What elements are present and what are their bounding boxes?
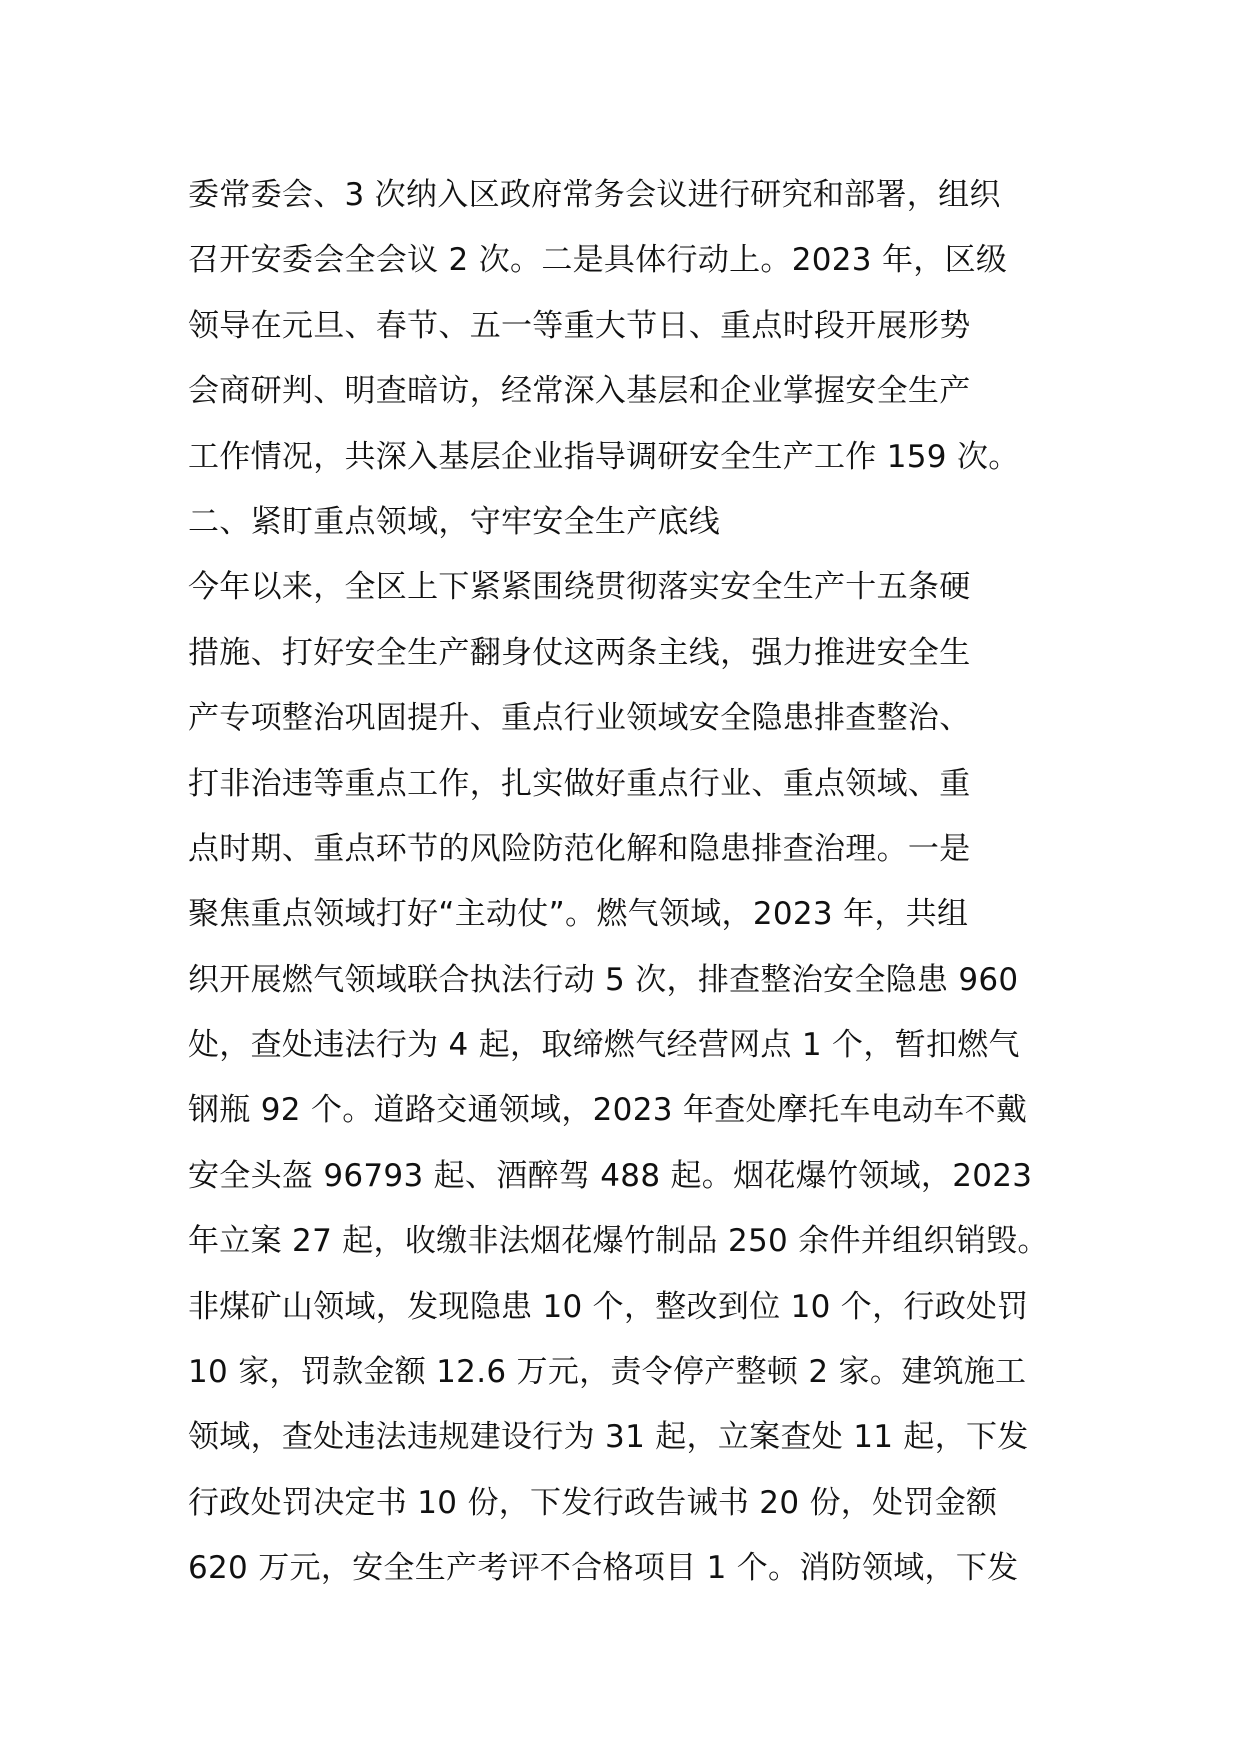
text-line-18: 非煤矿山领域，发现隐患 10 个，整改到位 10 个，行政处罚 bbox=[188, 1288, 1029, 1325]
section-heading: 二、紧盯重点领域，守牢安全生产底线 bbox=[188, 503, 721, 540]
text-line-16: 安全头盔 96793 起、酒醉驾 488 起。烟花爆竹领域，2023 bbox=[188, 1157, 1033, 1194]
text-line-21: 行政处罚决定书 10 份，下发行政告诫书 20 份，处罚金额 bbox=[188, 1484, 998, 1521]
text-line-20: 领域，查处违法违规建设行为 31 起，立案查处 11 起，下发 bbox=[188, 1419, 1029, 1456]
body-text bbox=[188, 163, 1068, 1602]
text-line-17: 年立案 27 起，收缴非法烟花爆竹制品 250 余件并组织销毁。 bbox=[188, 1223, 1049, 1260]
text-line-7: 今年以来，全区上下紧紧围绕贯彻落实安全生产十五条硬 bbox=[188, 569, 971, 606]
text-line-9: 产专项整治巩固提升、重点行业领域安全隐患排查整治、 bbox=[188, 700, 971, 737]
text-line-19: 10 家，罚款金额 12.6 万元，责令停产整顿 2 家。建筑施工 bbox=[188, 1354, 1027, 1391]
text-line-13: 织开展燃气领域联合执法行动 5 次，排查整治安全隐患 960 bbox=[188, 961, 1019, 998]
text-line-14: 处，查处违法行为 4 起，取缔燃气经营网点 1 个，暂扣燃气 bbox=[188, 1027, 1020, 1064]
text-line-22: 620 万元，安全生产考评不合格项目 1 个。消防领域，下发 bbox=[188, 1550, 1019, 1587]
text-line-12: 聚焦重点领域打好“主动仗”。燃气领域，2023 年，共组 bbox=[188, 896, 969, 933]
text-line-4: 会商研判、明查暗访，经常深入基层和企业掌握安全生产 bbox=[188, 373, 971, 410]
text-line-11: 点时期、重点环节的风险防范化解和隐患排查治理。一是 bbox=[188, 830, 971, 867]
text-line-3: 领导在元旦、春节、五一等重大节日、重点时段开展形势 bbox=[188, 307, 971, 344]
text-line-5: 工作情况，共深入基层企业指导调研安全生产工作 159 次。 bbox=[188, 438, 1020, 475]
text-line-15: 钢瓶 92 个。道路交通领域，2023 年查处摩托车电动车不戴 bbox=[188, 1092, 1028, 1129]
text-line-8: 措施、打好安全生产翻身仗这两条主线，强力推进安全生 bbox=[188, 634, 971, 671]
text-line-1: 委常委会、3 次纳入区政府常务会议进行研究和部署，组织 bbox=[188, 177, 1001, 213]
text-line-10: 打非治违等重点工作，扎实做好重点行业、重点领域、重 bbox=[188, 765, 971, 802]
text-line-2: 召开安委会全会议 2 次。二是具体行动上。2023 年，区级 bbox=[188, 242, 1008, 279]
